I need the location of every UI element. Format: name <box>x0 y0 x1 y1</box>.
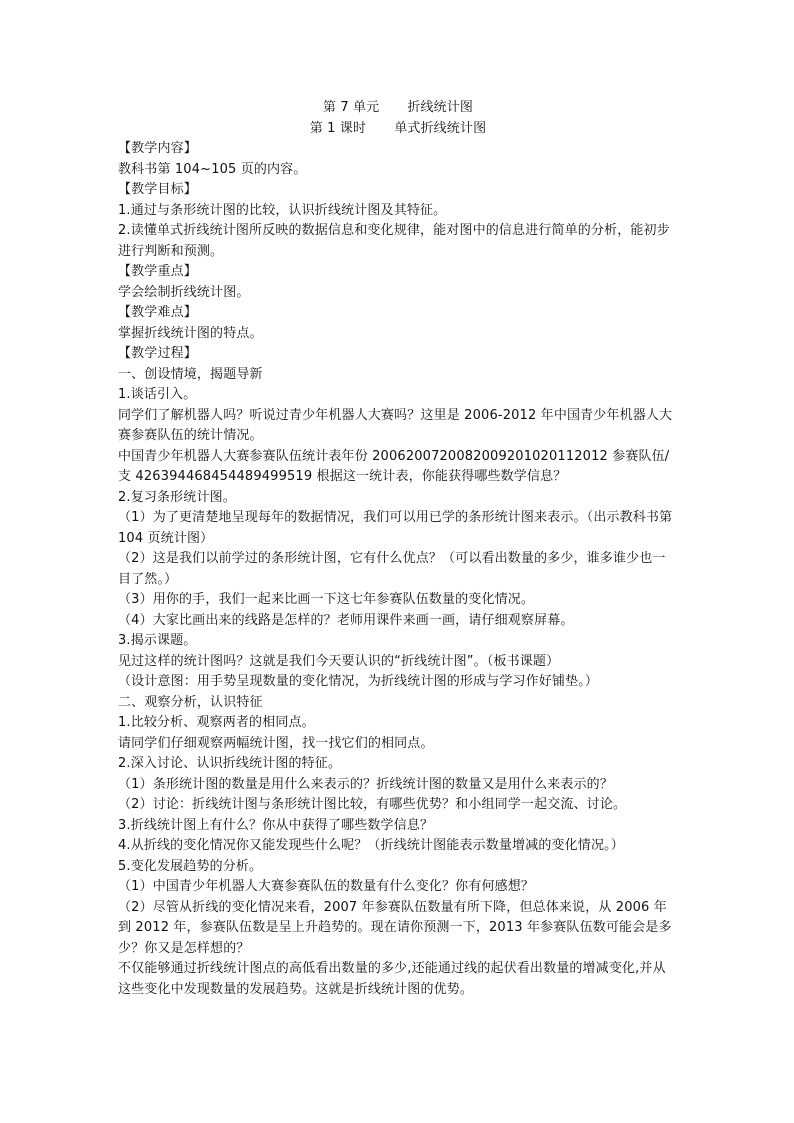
section-heading-process: 【教学过程】 <box>118 346 197 361</box>
section-heading-goals: 【教学目标】 <box>118 182 197 197</box>
paragraph: 1.通过与条形统计图的比较，认识折线统计图及其特征。 <box>118 202 447 218</box>
unit-name: 折线统计图 <box>407 100 474 115</box>
paragraph: 1.比较分析、观察两者的相同点。 <box>118 715 315 730</box>
paragraph: 同学们了解机器人吗？听说过青少年机器人大赛吗？这里是 2006-2012 年中国青少年机器人大赛参赛队伍的统计情况。 <box>118 407 673 443</box>
paragraph: 2.深入讨论、认识折线统计图的特征。 <box>118 756 342 771</box>
paragraph: 2.复习条形统计图。 <box>118 489 236 505</box>
paragraph: （2）尽管从折线的变化情况来看，2007 年参赛队伍数量有所下降，但总体来说，从 2006 年到 2012 年，参赛队伍数是呈上升趋势的。现在请你预测一下，2013 年参赛队伍数可能会是多少？你又是怎样想的？ <box>118 899 672 956</box>
paragraph: 2.读懂单式折线统计图所反映的数据信息和变化规律，能对图中的信息进行简单的分析，能初步进行判断和预测。 <box>118 223 670 259</box>
paragraph: 中国青少年机器人大赛参赛队伍统计表年份 2006200720082009201020112012 参赛队伍/支 426394468454489499519 根据这一统计表，你能获得哪些数学信息？ <box>118 448 670 484</box>
paragraph: （4）大家比画出来的线路是怎样的？老师用课件来画一画，请仔细观察屏幕。 <box>118 612 574 628</box>
document-content <box>118 98 678 1000</box>
unit-number: 第 7 单元 <box>322 100 380 115</box>
subsection-heading: 二、观察分析，认识特征 <box>118 694 263 710</box>
paragraph: 3.折线统计图上有什么？你从中获得了哪些数学信息？ <box>118 817 434 833</box>
paragraph: 请同学们仔细观察两幅统计图，找一找它们的相同点。 <box>118 735 434 751</box>
paragraph: （1）中国青少年机器人大赛参赛队伍的数量有什么变化？你有何感想？ <box>118 879 535 894</box>
paragraph: （2）这是我们以前学过的条形统计图，它有什么优点？（可以看出数量的多少，谁多谁少也一目了然。） <box>118 551 666 587</box>
paragraph: 教科书第 104~105 页的内容。 <box>118 161 307 177</box>
section-heading-difficulty: 【教学难点】 <box>118 305 197 320</box>
lesson-number: 第 1 课时 <box>309 120 367 136</box>
paragraph: 不仅能够通过折线统计图点的高低看出数量的多少,还能通过线的起伏看出数量的增减变化,并从这些变化中发现数量的发展趋势。这就是折线统计图的优势。 <box>118 961 666 997</box>
paragraph: （1）条形统计图的数量是用什么来表示的？折线统计图的数量又是用什么来表示的？ <box>118 776 613 792</box>
section-heading-key-point: 【教学重点】 <box>118 264 197 279</box>
unit-title <box>118 98 678 119</box>
paragraph: 4.从折线的变化情况你又能发现些什么呢？（折线统计图能表示数量增减的变化情况。） <box>118 838 624 853</box>
paragraph: 掌握折线统计图的特点。 <box>118 325 263 341</box>
paragraph: 5.变化发展趋势的分析。 <box>118 858 263 874</box>
lesson-name: 单式折线统计图 <box>394 120 487 136</box>
paragraph: 1.谈话引入。 <box>118 387 197 402</box>
paragraph: 见过这样的统计图吗？这就是我们今天要认识的“折线统计图”。（板书课题） <box>118 653 560 669</box>
paragraph: （1）为了更清楚地呈现每年的数据情况，我们可以用已学的条形统计图来表示。（出示教科书第 104 页统计图） <box>118 510 673 546</box>
paragraph: 3.揭示课题。 <box>118 633 197 648</box>
paragraph: （3）用你的手，我们一起来比画一下这七年参赛队伍数量的变化情况。 <box>118 592 535 607</box>
paragraph: （2）讨论：折线统计图与条形统计图比较，有哪些优势？和小组同学一起交流、讨论。 <box>118 797 627 812</box>
lesson-title <box>118 119 678 140</box>
paragraph: （设计意图：用手势呈现数量的变化情况，为折线统计图的形成与学习作好铺垫。） <box>118 674 599 689</box>
paragraph: 学会绘制折线统计图。 <box>118 284 250 300</box>
subsection-heading: 一、创设情境，揭题导新 <box>118 366 263 382</box>
section-heading-content: 【教学内容】 <box>118 141 197 156</box>
